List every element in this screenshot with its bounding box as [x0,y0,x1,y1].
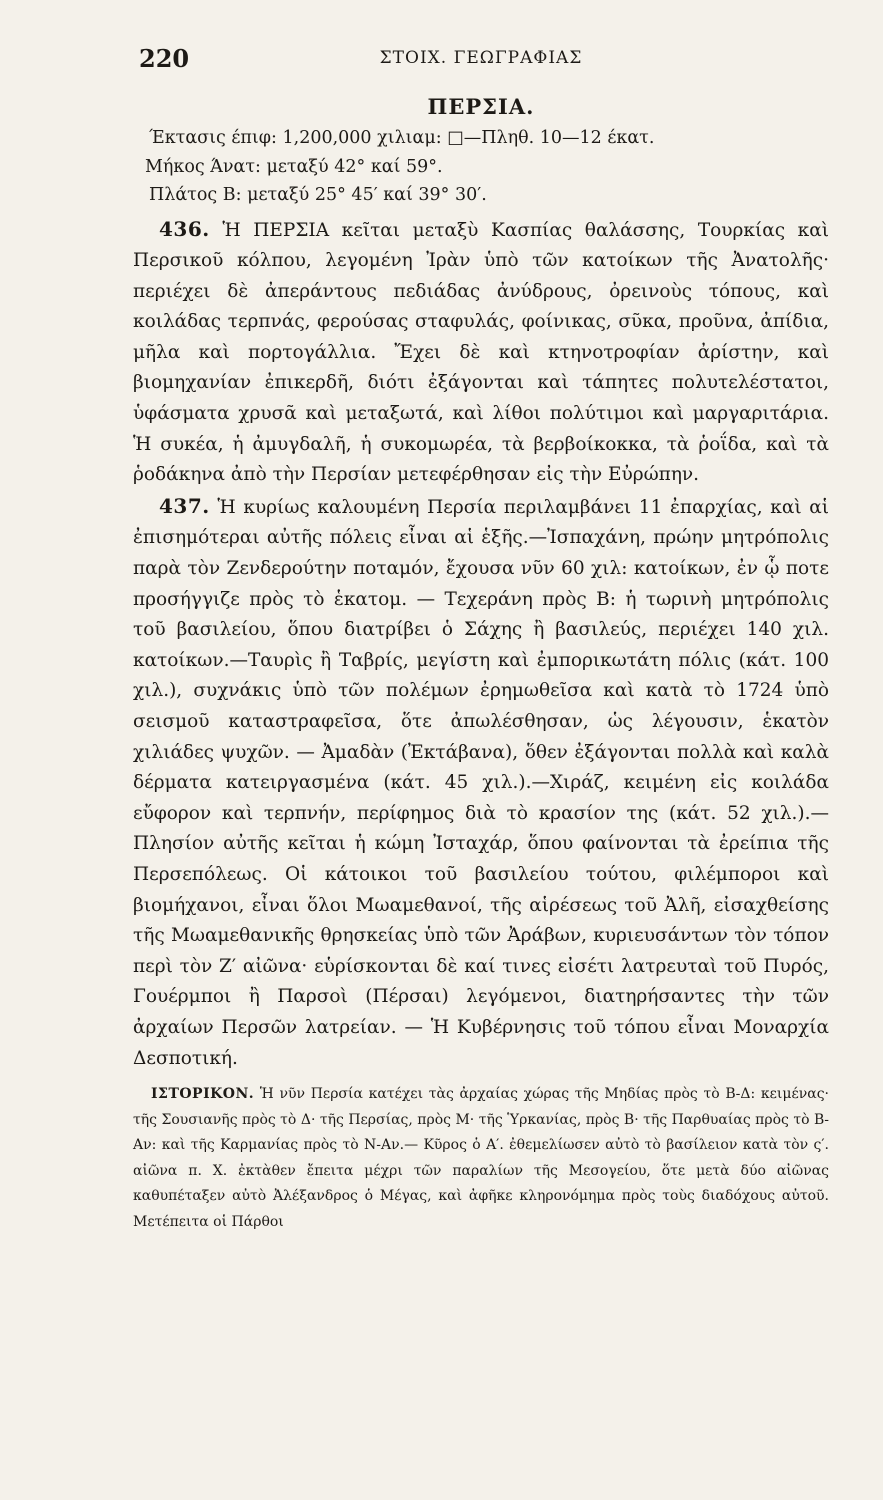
body-text [133,214,829,1075]
stats-longitude: Μήκος Άνατ: μεταξύ 42° καί 59°. [145,156,443,177]
chapter-title: ΠΕΡΣΙΑ. [427,94,535,119]
section-number: 436. [159,216,210,241]
stats-area-population: Έκτασις έπιφ: 1,200,000 χιλιαμ: □—Πληθ. 10—12 έκατ. [149,128,655,148]
section-text: Ἡ ΠΕΡΣΙΑ κεῖται μεταξὺ Κασπίας θαλάσσης, Τουρκίας καὶ Περσικοῦ κόλπου, λεγομένη Ἰρὰν ὑπὸ τῶν κατοίκων τῆς Ἀνατολῆς· περιέχει δὲ ἀπεράντους πεδιάδας ἀνύδρους, ὀρεινοὺς τόπους, καὶ κοιλάδας τερπνάς, φερούσας σταφυλάς, φοίνικας, σῦκα, προῦνα, ἀπίδια, μῆλα καὶ πορτογάλλια. Ἔχει δὲ καὶ κτηνοτροφίαν ἀρίστην, καὶ βιομηχανίαν ἐπικερδῆ, διότι ἐξάγονται καὶ τάπητες πολυτελέστατοι, ὑφάσματα χρυσᾶ καὶ μεταξωτά, καὶ λίθοι πολύτιμοι καὶ μαργαριτάρια. Ἡ συκέα, ἡ ἀμυγδαλῆ, ἡ συκομωρέα, τὰ βερβοίκοκκα, τὰ ῥοΐδα, καὶ τὰ ῥοδάκηνα ἀπὸ τὴν Περσίαν μετεφέρθησαν εἰς τὴν Εὐρώπην. [133,219,829,486]
section-437 [133,491,829,1074]
stats-latitude: Πλάτος Β: μεταξύ 25° 45′ καί 39° 30′. [149,185,487,205]
history-label: ΙΣΤΟΡΙΚΟΝ. [151,1086,255,1103]
history-text: Ἡ νῦν Περσία κατέχει τὰς ἀρχαίας χώρας τῆς Μηδίας πρὸς τὸ Β-Δ: κειμένας· τῆς Σουσιανῆς πρὸς τὸ Δ· τῆς Περσίας, πρὸς Μ· τῆς Ὑρκανίας, πρὸς Β· τῆς Παρθυαίας πρὸς τὸ Β-Αν: καὶ τῆς Καρμανίας πρὸς τὸ Ν-Αν.— Κῦρος ὁ Α′. ἐθεμελίωσεν αὐτὸ τὸ βασίλειον κατὰ τὸν ς′. αἰῶνα π. Χ. ἐκτὰθεν ἔπειτα μέχρι τῶν παραλίων τῆς Μεσογείου, ὅτε μετὰ δύο αἰῶνας καθυπέταξεν αὐτὸ Ἀλέξανδρος ὁ Μέγας, καὶ ἀφῆκε κληρονόμημα πρὸς τοὺς διαδόχους αὐτοῦ. Μετέπειτα οἱ Πάρθοι [133,1086,830,1230]
history-note [133,1082,829,1235]
section-number: 437. [159,493,210,518]
page-number: 220 [139,44,190,73]
section-text: Ἡ κυρίως καλουμένη Περσία περιλαμβάνει 11 ἐπαρχίας, καὶ αἱ ἐπισημότεραι αὐτῆς πόλεις εἶναι αἱ ἑξῆς.—Ἰσπαχάνη, πρώην μητρόπολις παρὰ τὸν Ζενδερούτην ποταμόν, ἔχουσα νῦν 60 χιλ: κατοίκων, ἐν ᾧ ποτε προσήγγιζε πρὸς τὸ ἑκατομ. — Τεχεράνη πρὸς Β: ἡ τωρινὴ μητρόπολις τοῦ βασιλείου, ὅπου διατρίβει ὁ Σάχης ἢ βασιλεύς, περιέχει 140 χιλ. κατοίκων.—Ταυρὶς ἢ Ταβρίς, μεγίστη καὶ ἐμπορικωτάτη πόλις (κάτ. 100 χιλ.), συχνάκις ὑπὸ τῶν πολέμων ἐρημωθεῖσα καὶ κατὰ τὸ 1724 ὑπὸ σεισμοῦ καταστραφεῖσα, ὅτε ἀπωλέσθησαν, ὡς λέγουσιν, ἑκατὸν χιλιάδες ψυχῶν. — Ἀμαδὰν (Ἐκτάβανα), ὅθεν ἐξάγονται πολλὰ καὶ καλὰ δέρματα κατειργασμένα (κάτ. 45 χιλ.).—Χιράζ, κειμένη εἰς κοιλάδα εὔφορον καὶ τερπνήν, περίφημος διὰ τὸ κρασίον της (κάτ. 52 χιλ.).—Πλησίον αὐτῆς κεῖται ἡ κώμη Ἰσταχάρ, ὅπου φαίνονται τὰ ἐρείπια τῆς Περσεπόλεως. Οἱ κάτοικοι τοῦ βασιλείου τούτου, φιλέμποροι καὶ βιομήχανοι, εἶναι ὅλοι Μωαμεθανοί, τῆς αἱρέσεως τοῦ Ἀλῆ, εἰσαχθείσης τῆς Μωαμεθανικῆς θρησκείας ὑπὸ τῶν Ἀράβων, κυριευσάντων τὸν τόπον περὶ τὸν Ζ′ αἰῶνα· εὑρίσκονται δὲ καί τινες εἰσέτι λατρευταὶ τοῦ Πυρός, Γουέρμποι ἢ Παρσοὶ (Πέρσαι) λεγόμενοι, διατηρήσαντες τὴν τῶν ἀρχαίων Περσῶν λατρείαν. — Ἡ Κυβέρνησις τοῦ τόπου εἶναι Μοναρχία Δεσποτική. [133,496,829,1069]
running-head: ΣΤΟΙΧ. ΓΕΩΓΡΑΦΙΑΣ [379,48,583,68]
page-header [133,40,829,74]
country-stats [133,124,829,210]
section-436 [133,214,829,491]
book-page [133,40,829,1235]
